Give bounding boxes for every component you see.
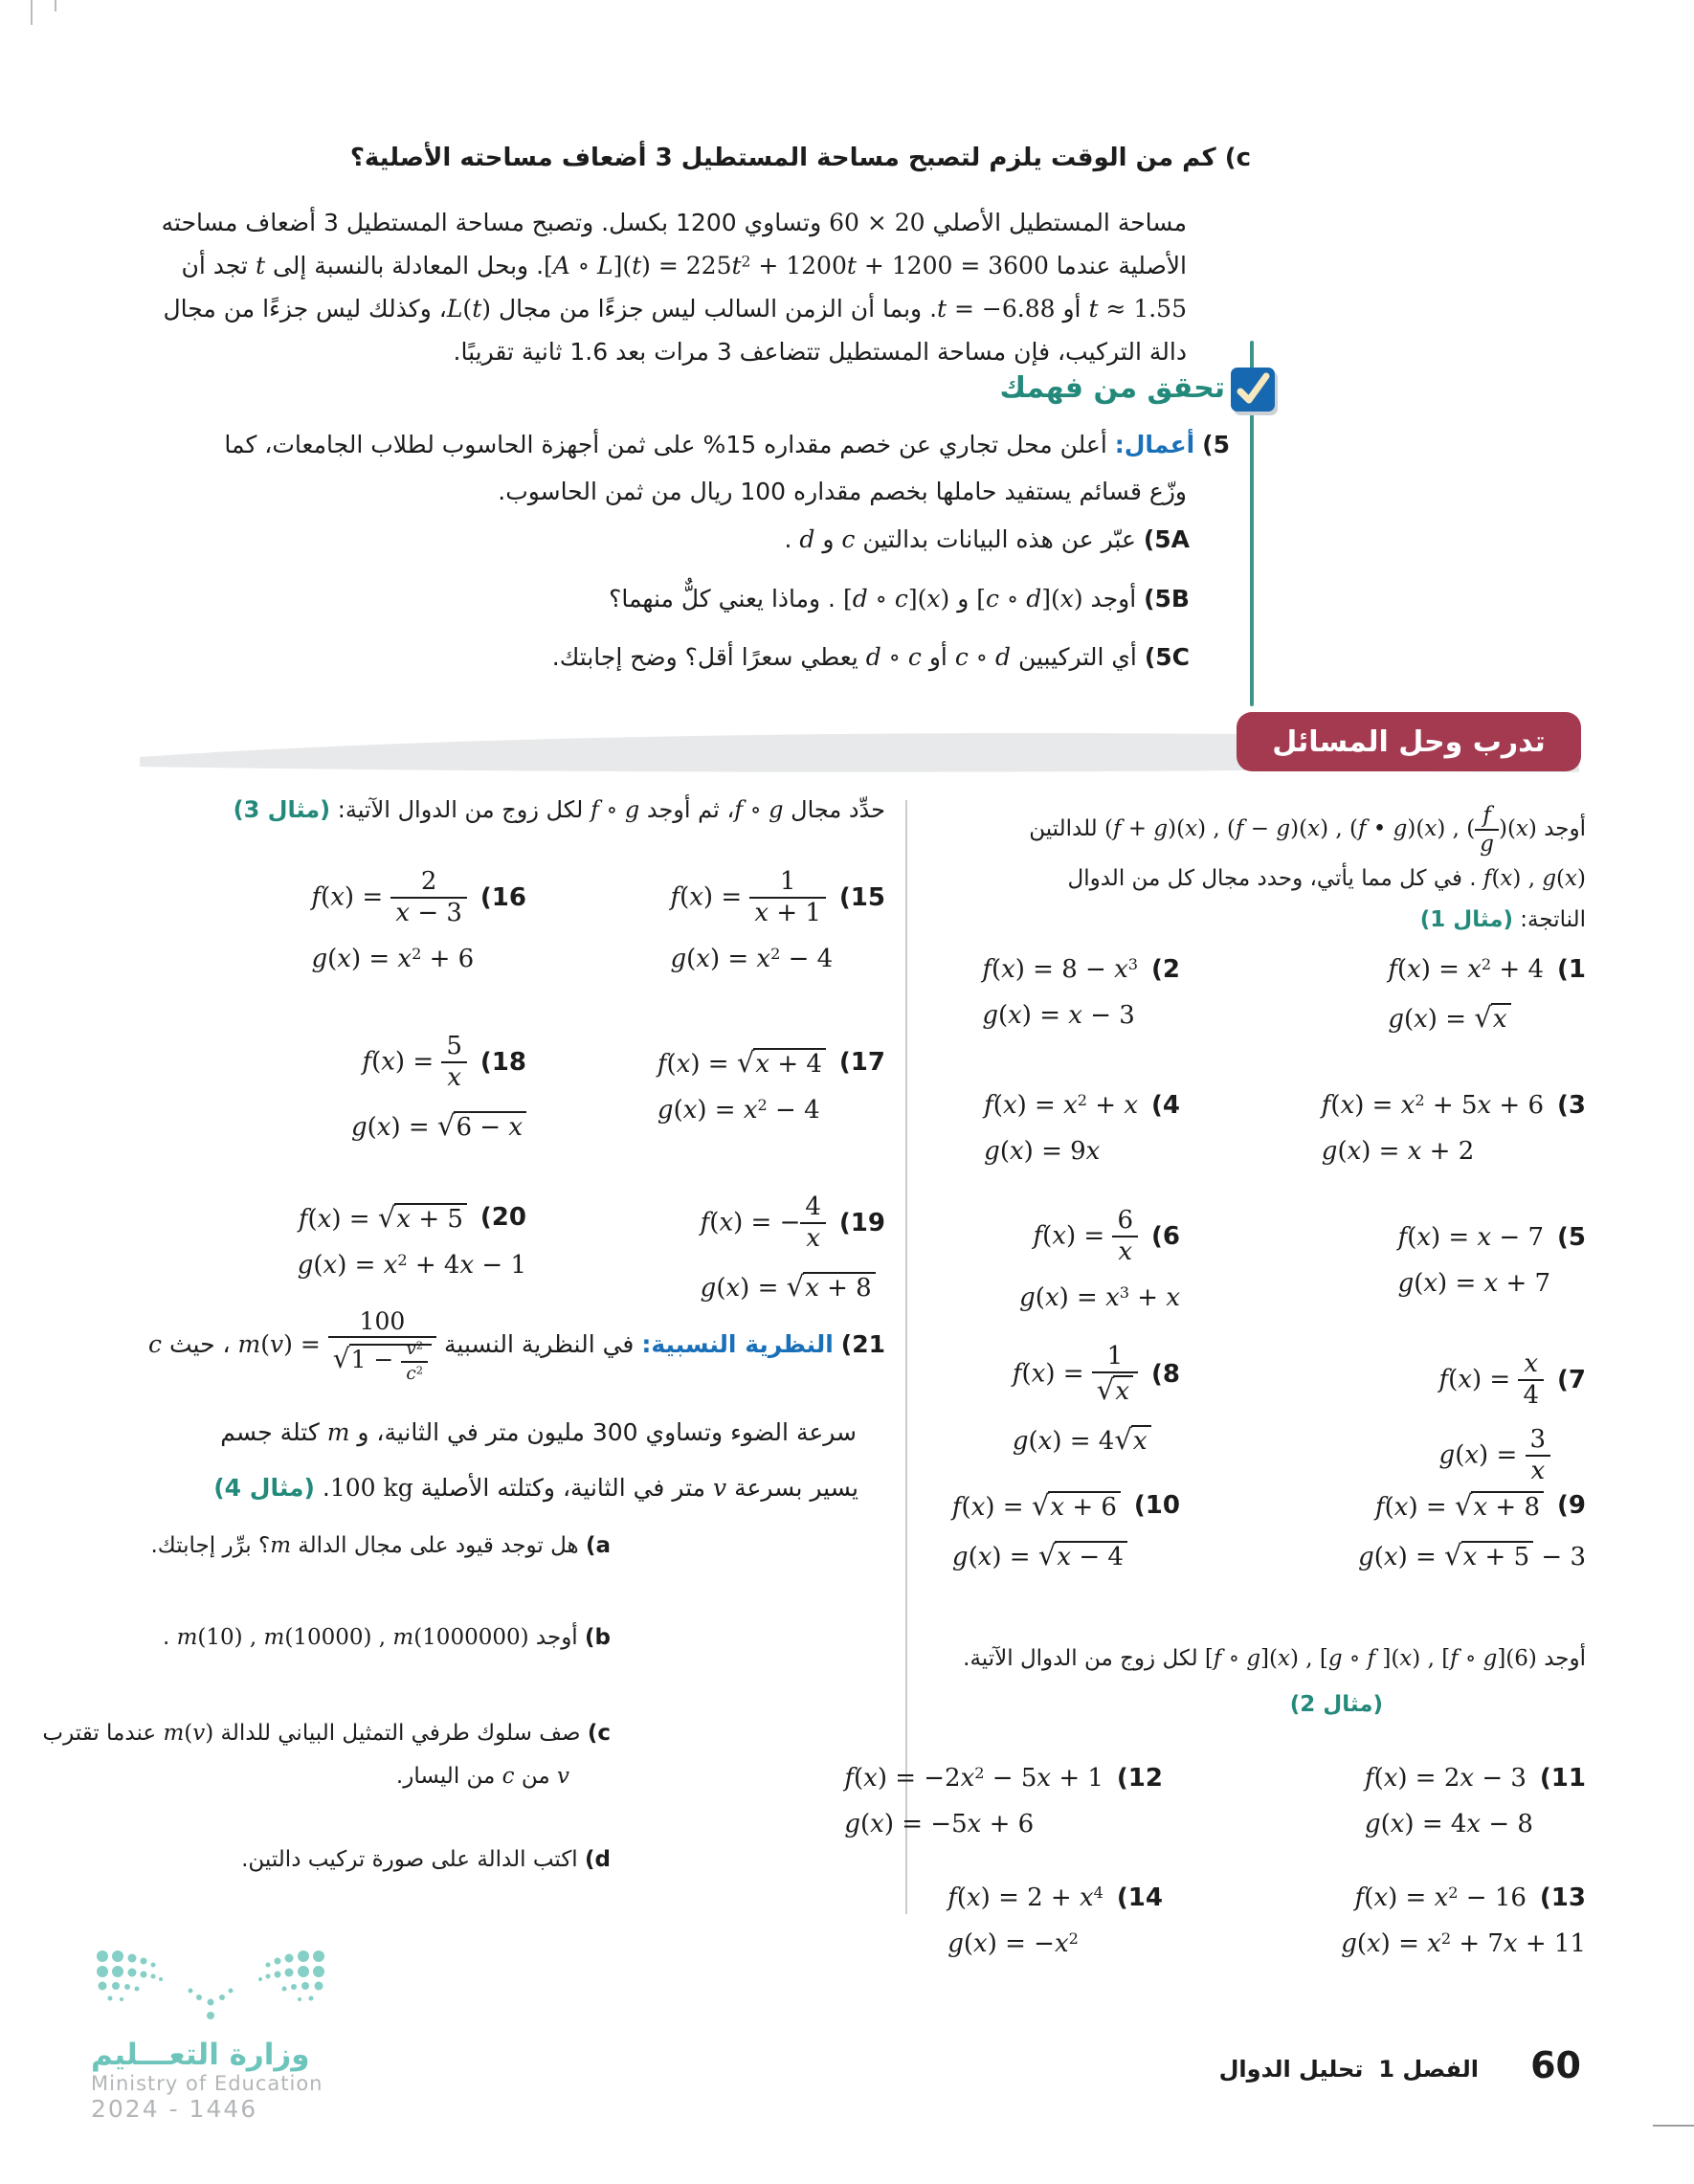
check-heading: تحقق من فهمك — [999, 371, 1225, 405]
f-equation: f(x) = √x + 8 — [1375, 1489, 1544, 1522]
check-icon — [1231, 368, 1275, 412]
problem-number: (12 — [1116, 1764, 1163, 1793]
problem-6 — [1019, 1208, 1180, 1312]
problem-21-part-d: (d اكتب الدالة على صورة تركيب دالتين. — [241, 1847, 611, 1872]
problem-number: (13 — [1539, 1883, 1586, 1912]
problem-16 — [311, 869, 526, 973]
problem-number: (14 — [1116, 1883, 1163, 1912]
crop-mark — [55, 0, 56, 11]
problem-21-part-a: (a هل توجد قيود على مجال الدالة m؟ برِّر إجابتك. — [150, 1533, 611, 1558]
g-equation: g(x) = √x — [1388, 1001, 1586, 1034]
page-number: 60 — [1530, 2044, 1581, 2086]
problem-number: (9 — [1557, 1491, 1586, 1520]
problem-number: (2 — [1151, 955, 1180, 984]
g-equation: $g(x) = -x^2$ — [947, 1928, 1079, 1958]
logo-arabic-wordmark: وزارة التعـــليم — [91, 2038, 310, 2072]
g-equation: $g(x) = x^2 + 7x + 11$ — [1341, 1928, 1586, 1958]
problem-4 — [984, 1091, 1180, 1166]
problem-number: (8 — [1151, 1360, 1180, 1390]
g-equation: g(x) = $\frac{3}{x}$ — [1439, 1427, 1586, 1485]
solution-line-4: دالة التركيب، فإن مساحة المستطيل تتضاعف 3 مرات بعد 1.6 ثانية تقريبًا. — [453, 338, 1187, 366]
problem-5a: (5A عبّر عن هذه البيانات بدالتين c و d . — [784, 525, 1190, 553]
logo-years: 2024 - 1446 — [91, 2095, 258, 2123]
solution-line-1: مساحة المستطيل الأصلي 60 × 20 وتساوي 1200 بكسل. وتصبح مساحة المستطيل 3 أضعاف مساحته — [161, 209, 1187, 236]
f-equation: f(x) = 2x − 3 — [1364, 1764, 1527, 1793]
problem-11 — [1365, 1764, 1586, 1839]
problem-5-line-1: (5 أعمال: أعلن محل تجاري عن خصم مقداره 15% على ثمن أجهزة الحاسوب لطلاب الجامعات، كما — [224, 431, 1230, 458]
problem-20 — [298, 1201, 526, 1280]
g-equation: $g(x) = x^3 + x$ — [1019, 1282, 1180, 1312]
problem-21-line-1: (21 النظرية النسبية: في النظرية النسبية m(v) = 100 √1 − $\frac{v^2}{c^2}$ ، حيث c — [148, 1307, 885, 1384]
g-equation: $g(x) = x^2 + 6$ — [311, 944, 475, 973]
problem-number: (5 — [1557, 1223, 1586, 1252]
f-equation: f(x) = $\frac{6}{x}$ — [1034, 1208, 1138, 1266]
problem-8 — [1013, 1344, 1180, 1456]
g-equation: g(x) = −5x + 6 — [844, 1810, 1035, 1839]
g-equation: g(x) = 9x — [984, 1137, 1101, 1166]
problem-7 — [1439, 1351, 1586, 1484]
problem-19 — [701, 1194, 885, 1303]
problem-12 — [844, 1764, 1163, 1839]
problem-5r — [1398, 1223, 1586, 1298]
g-equation: g(x) = 4x − 8 — [1364, 1810, 1533, 1839]
problem-17 — [658, 1046, 885, 1125]
f-equation: $f(x) = x^2 + 4$ — [1388, 954, 1545, 984]
f-equation: f(x) = $\frac{1}{x + 1}$ — [670, 869, 825, 927]
solution-line-2: الأصلية عندما [A ∘ $L](t) = 225t^2 + 1200t + 1200 = 3600$. وبحل المعادلة بالنسبة إلى t تجد أن — [181, 252, 1187, 279]
g-equation: g(x) = 4√x — [1013, 1423, 1180, 1456]
example-c-question: (c كم من الوقت يلزم لتصبح مساحة المستطيل 3 أضعاف مساحته الأصلية؟ — [349, 144, 1251, 172]
problem-10 — [952, 1489, 1180, 1571]
problem-number: (4 — [1151, 1091, 1180, 1120]
f-equation: f(x) = − $\frac{4}{x}$ — [701, 1194, 826, 1253]
f-equation: $f(x) = 8 - x^3$ — [982, 954, 1139, 984]
problem-13 — [1341, 1883, 1586, 1958]
instruction-3: حدِّد مجال f ∘ g، ثم أوجد f ∘ g لكل زوج من الدوال الآتية: (مثال 3) — [233, 796, 885, 823]
problem-number: (17 — [838, 1048, 885, 1077]
chapter-number: الفصل 1 — [1378, 2056, 1479, 2083]
problem-number: (18 — [479, 1048, 526, 1078]
g-equation: g(x) = x − 3 — [982, 1001, 1135, 1030]
problem-1 — [1388, 955, 1586, 1034]
f-equation: $f(x) = -2x^2 - 5x + 1$ — [844, 1763, 1103, 1793]
g-equation: g(x) = x + 2 — [1321, 1137, 1475, 1166]
problem-21-line-3: يسير بسرعة v متر في الثانية، وكتلته الأصلية 100 kg. (مثال 4) — [213, 1474, 858, 1502]
g-equation: $g(x) = x^2 - 4$ — [670, 944, 834, 973]
problem-5c: (5C أي التركيبين c ∘ d أو d ∘ c يعطي سعرًا أقل؟ وضح إجابتك. — [551, 643, 1190, 671]
problem-15 — [670, 869, 885, 973]
problem-21-part-c-line-1: (c صف سلوك طرفي التمثيل البياني للدالة m(v) عندما تقترب — [42, 1721, 611, 1746]
f-equation: $f(x) = x^2 + 5x + 6$ — [1321, 1090, 1545, 1120]
problem-3 — [1322, 1091, 1586, 1166]
practice-banner-label: تدرب وحل المسائل — [1272, 724, 1546, 759]
g-equation: g(x) = x + 7 — [1397, 1269, 1551, 1298]
problem-number: (16 — [479, 883, 526, 913]
g-equation: $g(x) = x^2 - 4$ — [657, 1095, 820, 1125]
logo-english-wordmark: Ministry of Education — [91, 2072, 323, 2095]
problem-number: (20 — [479, 1203, 526, 1232]
problem-2 — [982, 955, 1180, 1030]
f-equation: $f(x) = x^2 + x$ — [984, 1090, 1139, 1120]
f-equation: f(x) = √x + 4 — [658, 1046, 826, 1079]
f-equation: f(x) = √x + 5 — [299, 1201, 467, 1234]
example-c-solution — [162, 201, 1187, 373]
problem-21-part-c-line-2: v من c من اليسار. — [395, 1764, 569, 1789]
g-equation: g(x) = √6 − x — [351, 1109, 526, 1142]
f-equation: $f(x) = 2 + x^4$ — [947, 1883, 1103, 1912]
f-equation: f(x) = x − 7 — [1397, 1223, 1545, 1252]
solution-line-3: t ≈ 1.55 أو t = −6.88. وبما أن الزمن السالب ليس جزءًا من مجال L(t)، وكذلك ليس جزءًا من مجال — [163, 295, 1187, 323]
chapter-label — [1219, 2056, 1479, 2083]
g-equation: g(x) = √x + 8 — [701, 1270, 885, 1303]
practice-banner — [1237, 712, 1581, 771]
problem-21-line-2: سرعة الضوء وتساوي 300 مليون متر في الثانية، و m كتلة جسم — [220, 1418, 857, 1446]
instruction-2-line-2: (مثال 2) — [1289, 1692, 1383, 1717]
problem-5-line-2: وزّع قسائم يستفيد حاملها بخصم مقداره 100 ريال من ثمن الحاسوب. — [498, 478, 1187, 505]
instruction-1-line-2: f(x) , g(x) . في كل مما يأتي، وحدد مجال كل من الدوال — [1067, 866, 1586, 891]
crop-mark — [31, 0, 33, 25]
instruction-1-line-3: الناتجة: (مثال 1) — [1419, 907, 1586, 932]
problem-number: (1 — [1557, 955, 1586, 984]
ministry-logo-dots-icon — [91, 1943, 330, 2034]
problem-5b: (5B أوجد [c ∘ d](x) و [d ∘ c](x) . وماذا يعني كلٌّ منهما؟ — [609, 585, 1190, 613]
page-corner-line — [1653, 2125, 1694, 2127]
problem-number: (15 — [838, 883, 885, 913]
problem-number: (7 — [1557, 1366, 1586, 1395]
problem-9 — [1358, 1489, 1586, 1571]
problem-number: (10 — [1133, 1491, 1180, 1520]
f-equation: f(x) = $\frac{1}{√x}$ — [1013, 1344, 1138, 1406]
f-equation: f(x) = $\frac{x}{4}$ — [1439, 1351, 1544, 1410]
problem-21-part-b: (b أوجد m(10) , m(10000) , m(1000000) . — [162, 1625, 611, 1650]
f-equation: f(x) = $\frac{2}{x - 3}$ — [311, 869, 466, 927]
problem-number: (3 — [1557, 1091, 1586, 1120]
g-equation: g(x) = √x − 4 — [952, 1539, 1180, 1571]
g-equation: g(x) = √x + 5 − 3 — [1358, 1539, 1586, 1571]
instruction-1-line-1: أوجد (f + g)(x) , (f − g)(x) , (f • g)(x) , ( $\frac{f}{g}$ )(x) للدالتين — [1029, 803, 1586, 858]
problem-number: (11 — [1539, 1764, 1586, 1793]
f-equation: f(x) = $\frac{5}{x}$ — [362, 1034, 466, 1092]
problem-number: (6 — [1151, 1222, 1180, 1252]
ministry-logo — [91, 1943, 340, 2123]
checkmark-icon — [1231, 368, 1275, 412]
g-equation: $g(x) = x^2 + 4x - 1$ — [297, 1250, 526, 1280]
column-divider — [905, 800, 907, 1914]
f-equation: $f(x) = x^2 - 16$ — [1354, 1883, 1527, 1912]
problem-18 — [351, 1034, 526, 1142]
problem-5 — [224, 421, 1230, 515]
f-equation: f(x) = √x + 6 — [952, 1489, 1121, 1522]
chapter-title: تحليل الدوال — [1218, 2056, 1364, 2083]
problem-number: (19 — [838, 1209, 885, 1238]
instruction-2-line-1: أوجد [f ∘ g](x) , [g ∘ f ](x) , [f ∘ g](6) لكل زوج من الدوال الآتية. — [963, 1646, 1586, 1671]
problem-14 — [947, 1883, 1163, 1958]
